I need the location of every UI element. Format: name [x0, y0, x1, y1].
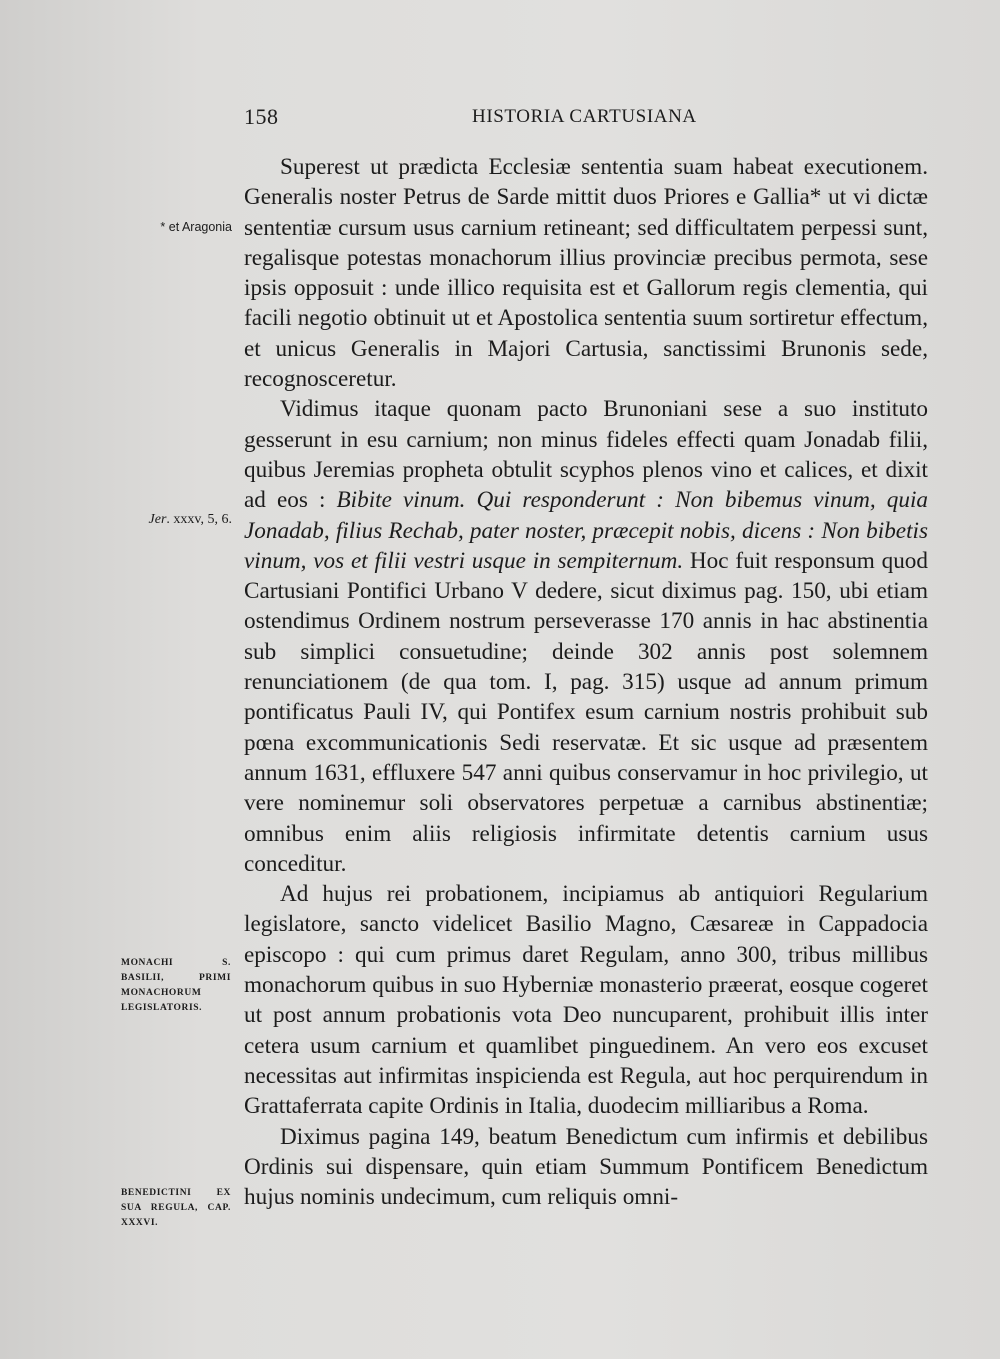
margin-note-jeremiah: [149, 512, 232, 527]
paragraph-4: Diximus pagina 149, beatum Benedictum cum infirmis et debilibus Ordinis sui dispensare, quin etiam Summum Pontificem Benedictum hujus nominis undecimum, cum reliquis omni-: [244, 1123, 928, 1211]
margin-note-basilii: MONACHI S. BASILII, PRIMI MONACHORUM LEGISLATORIS.: [121, 958, 231, 1013]
paragraph-2: [244, 394, 928, 879]
body-text: [244, 152, 928, 1212]
margin-note-benedictini: BENEDICTINI EX SUA REGULA, CAP. XXXVI.: [121, 1188, 231, 1228]
running-head: HISTORIA CARTUSIANA: [472, 106, 697, 127]
paragraph-2-opening: Vidimus itaque quonam pacto Brunoniani sese a suo instituto gesserunt in esu carnium; non minus fideles effecti quam Jonadab filii, quibus Jeremias propheta obtulit scyphos plenos vino et calices, et dixit ad eos :: [244, 396, 928, 514]
margin-note-jer-ref: Jer: [148, 512, 167, 527]
paragraph-2-quotation: Bibite vinum. Qui responderunt : Non bibemus vinum, quia Jonadab, filius Rechab, pater noster, præcepit nobis, dicens : Non bibetis vinum, vos et filii vestri usque in sempiternum.: [244, 487, 928, 574]
margin-note-jer-chapter: . xxxv, 5, 6.: [166, 512, 232, 527]
paragraph-3: Ad hujus rei probationem, incipiamus ab antiquiori Regularium legislatore, sancto videlicet Basilio Magno, Cæsareæ in Cappadocia episcopo : qui cum primus daret Regulam, anno 300, tribus millibus monachorum quibus in suo Hyberniæ monasterio præerat, eosque cogeret ut post annum probationis vota Deo nuncuparent, prohibuit illis inter cetera usum carnium et quamlibet pinguedinem. An vero eos excuset necessitas aut infirmitas inspicienda est Regula, aut hoc perquirendum in Grattaferrata capite Ordinis in Italia, duodecim milliaribus a Roma.: [244, 881, 928, 1120]
page-number: 158: [244, 104, 279, 129]
paragraph-1: Superest ut prædicta Ecclesiæ sententia suam habeat executionem. Generalis noster Petrus de Sarde mittit duos Priores e Gallia* ut vi dictæ sententiæ cursum usus carnium retineant; sed difficultatem perpessi sunt, regalisque potestas monachorum illius provinciæ precibus permota, sese ipsis opposuit : unde illico requisita est et Gallorum regis clementia, qui facili negotio obtinuit ut et Apostolica sententia suum sortiretur effectum, et unicus Generalis in Majori Cartusia, sanctissimi Brunonis sede, recognosceretur.: [244, 154, 928, 393]
margin-note-aragonia: * et Aragonia: [160, 220, 232, 234]
paragraph-2-continuation: Hoc fuit responsum quod Cartusiani Pontifici Urbano V dedere, sicut diximus pag. 150, ubi etiam ostendimus Ordinem nostrum perseverasse 170 annis in hac abstinentia sub simplici consuetudine; deinde 302 annis post solemnem renunciationem (de qua tom. I, pag. 315) usque ad annum primum pontificatus Pauli IV, qui Pontifex esum carnium nostris prohibuit sub pœna excommunicationis Sedi reservatæ. Et sic usque ad præsentem annum 1631, effluxere 547 anni quibus conservamur in hoc privilegio, ut vere nominemur soli observatores perpetuæ a carnibus abstinentiæ; omnibus enim aliis religiosis infirmitate detentis carnium usus conceditur.: [244, 547, 928, 877]
